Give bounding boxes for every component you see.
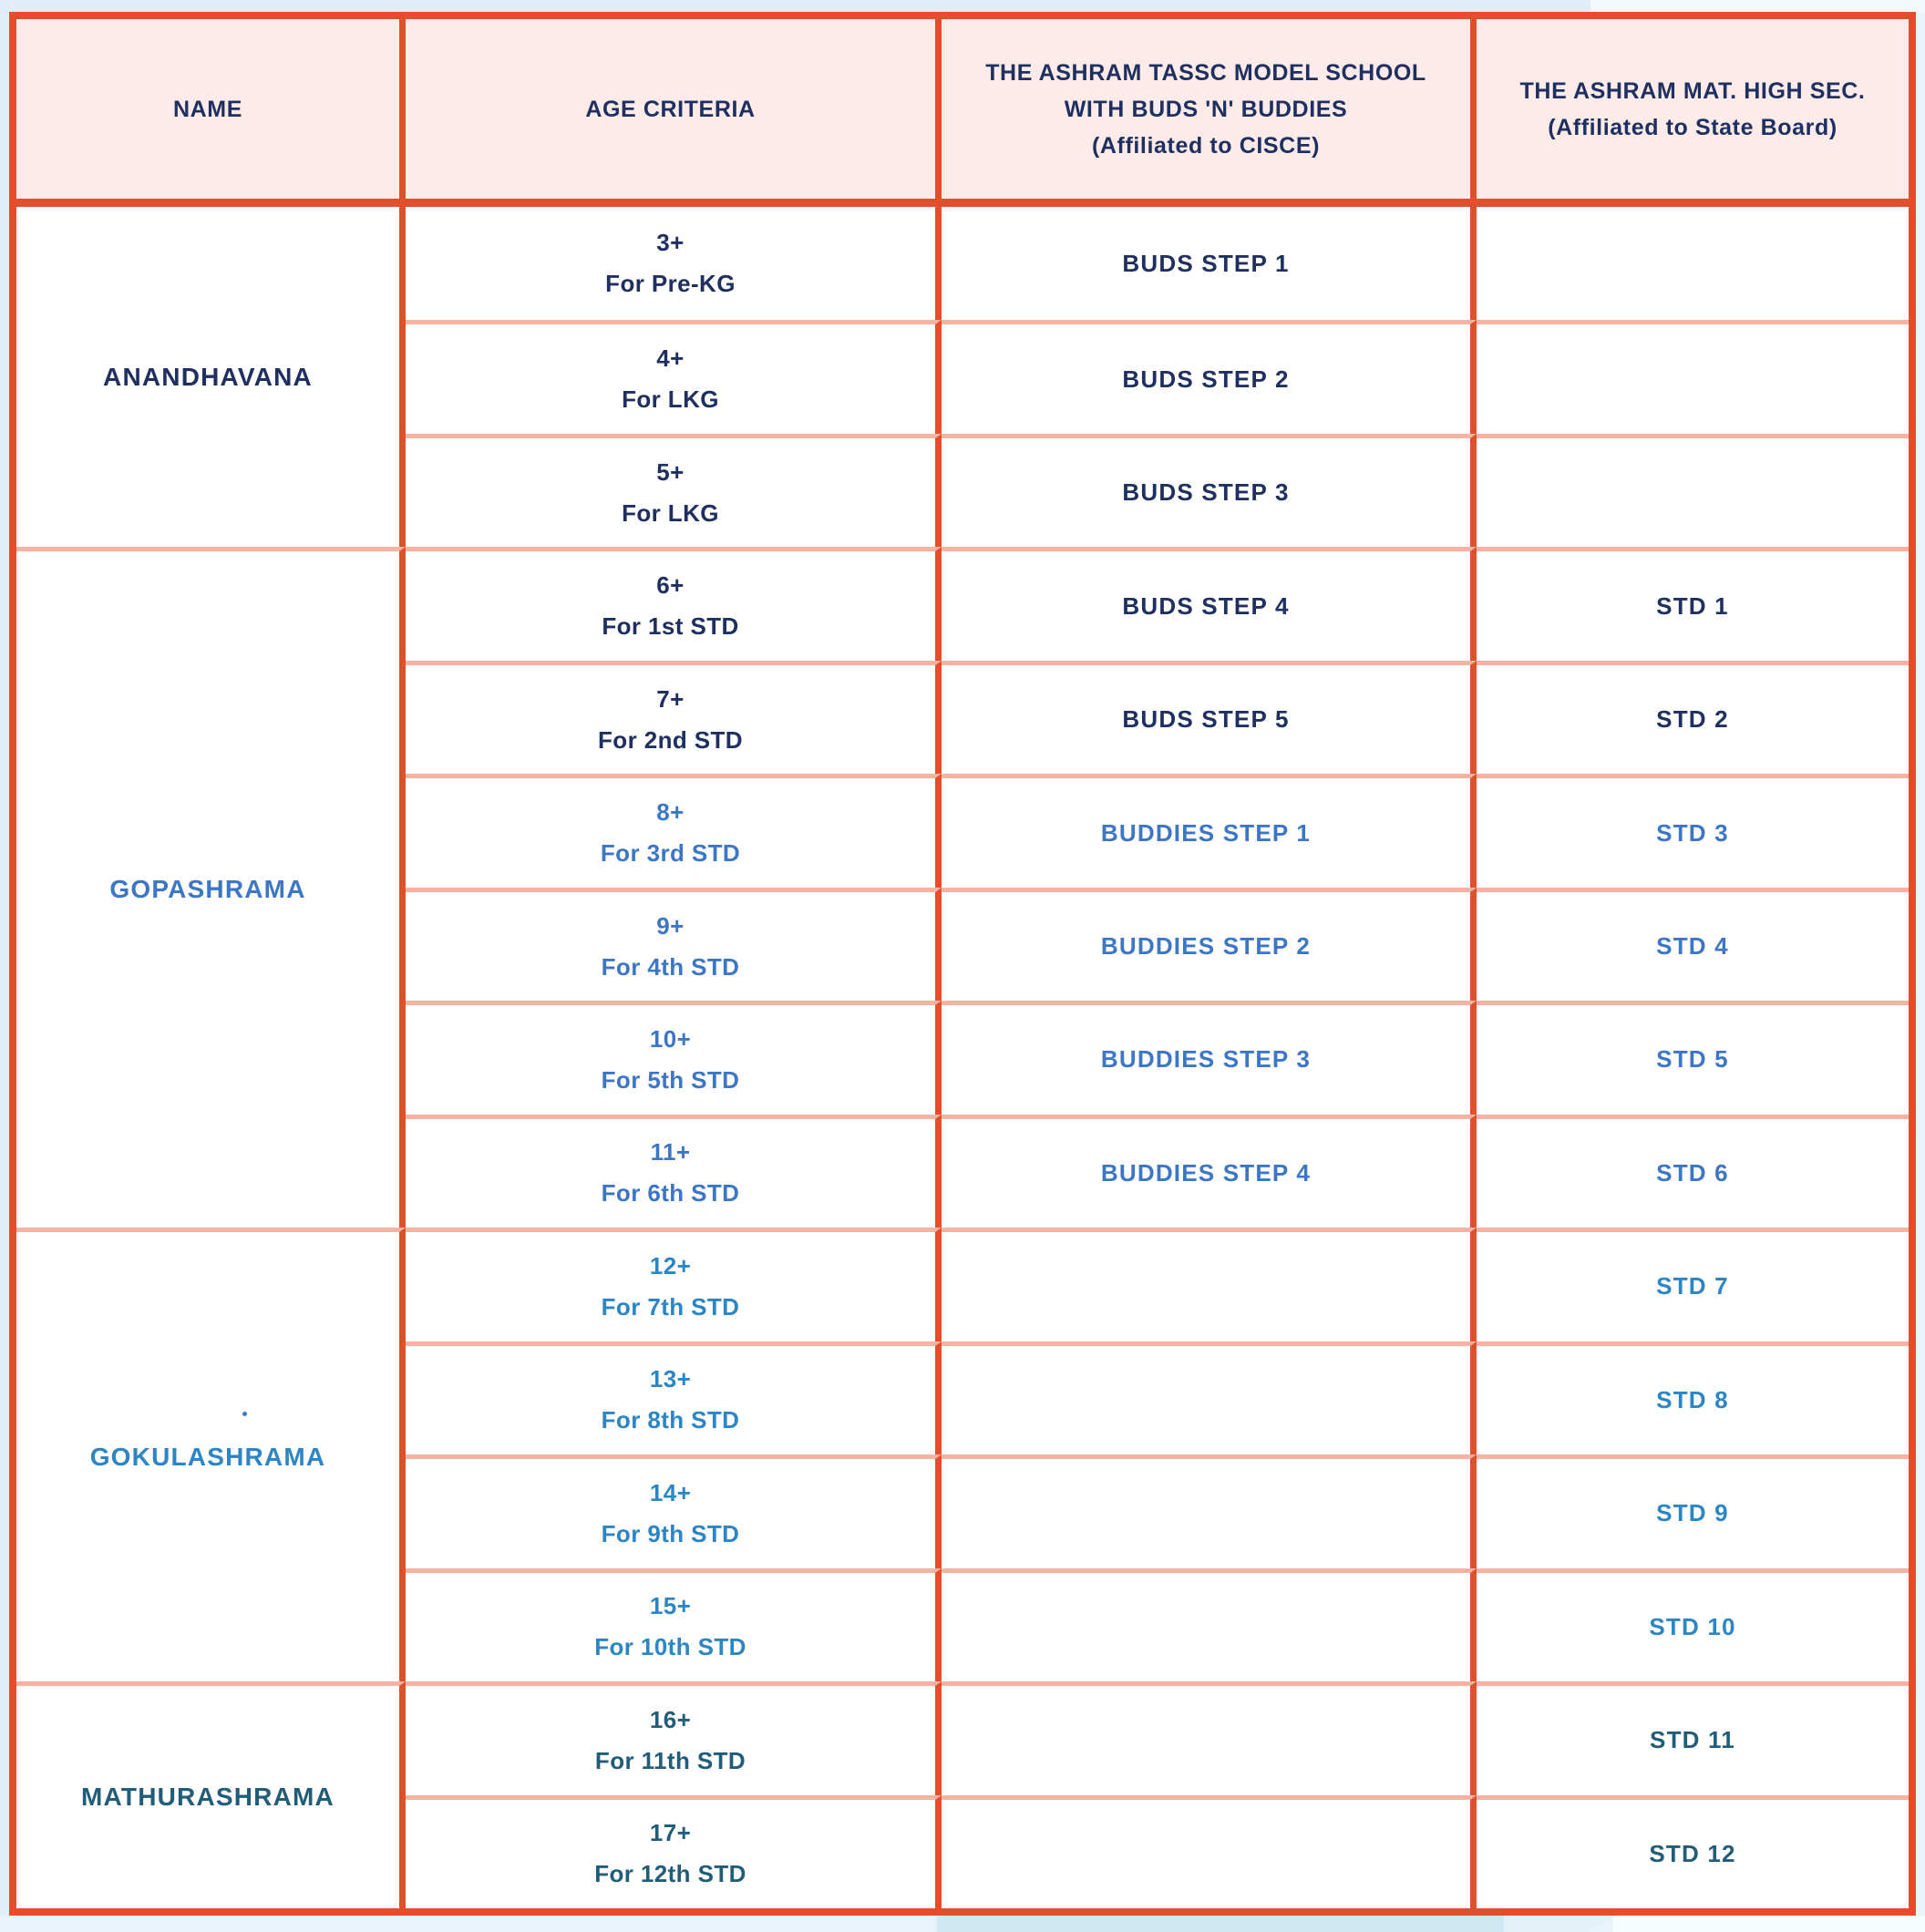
cisce-program-cell-empty bbox=[942, 1341, 1477, 1454]
cisce-program-cell: BUDDIES STEP 1 bbox=[942, 774, 1477, 887]
header-name bbox=[16, 19, 406, 199]
admission-criteria-table bbox=[9, 12, 1916, 1916]
state-std-cell: STD 12 bbox=[1477, 1795, 1909, 1908]
cisce-program-cell-empty bbox=[942, 1454, 1477, 1567]
section-name-mathurashrama: MATHURASHRAMA bbox=[16, 1681, 406, 1908]
age-cell: 4+ For LKG bbox=[406, 320, 942, 433]
section-name-anandhavana: ANANDHAVANA bbox=[16, 207, 406, 547]
header-name-label: NAME bbox=[172, 96, 242, 122]
state-std-cell-empty bbox=[1477, 320, 1909, 433]
background-top-right-accent bbox=[1590, 0, 1925, 13]
cisce-program-cell: BUDS STEP 5 bbox=[942, 661, 1477, 774]
state-std-cell: STD 6 bbox=[1477, 1115, 1909, 1228]
cisce-program-cell: BUDS STEP 3 bbox=[942, 434, 1477, 547]
background-bottom-accent bbox=[937, 1916, 1504, 1932]
age-cell: 5+ For LKG bbox=[406, 434, 942, 547]
state-std-cell-empty bbox=[1477, 207, 1909, 320]
age-cell: 6+ For 1st STD bbox=[406, 547, 942, 660]
state-std-cell: STD 5 bbox=[1477, 1001, 1909, 1114]
header-state-line-2: (Affiliated to State Board) bbox=[1548, 114, 1838, 140]
header-cisce-line-1: THE ASHRAM TASSC MODEL SCHOOL bbox=[985, 59, 1426, 86]
age-cell: 10+ For 5th STD bbox=[406, 1001, 942, 1114]
section-name-gokulashrama: GOKULASHRAMA bbox=[16, 1228, 406, 1681]
state-std-cell: STD 2 bbox=[1477, 661, 1909, 774]
header-state-line-1: THE ASHRAM MAT. HIGH SEC. bbox=[1519, 77, 1866, 104]
cisce-program-cell: BUDS STEP 1 bbox=[942, 207, 1477, 320]
section-name-gopashrama: GOPASHRAMA bbox=[16, 547, 406, 1228]
cisce-program-cell: BUDS STEP 2 bbox=[942, 320, 1477, 433]
header-cisce-school bbox=[942, 19, 1477, 199]
header-state-school bbox=[1477, 19, 1909, 199]
header-age-criteria bbox=[406, 19, 942, 199]
background-bottom-wedge bbox=[1504, 1916, 1613, 1932]
age-cell: 9+ For 4th STD bbox=[406, 888, 942, 1001]
state-std-cell: STD 7 bbox=[1477, 1228, 1909, 1341]
state-std-cell: STD 1 bbox=[1477, 547, 1909, 660]
state-std-cell-empty bbox=[1477, 434, 1909, 547]
background-bottom-light bbox=[1613, 1916, 1925, 1932]
age-cell: 14+ For 9th STD bbox=[406, 1454, 942, 1567]
age-cell: 17+ For 12th STD bbox=[406, 1795, 942, 1908]
cisce-program-cell: BUDDIES STEP 2 bbox=[942, 888, 1477, 1001]
stray-dot-artifact bbox=[242, 1412, 247, 1416]
age-cell: 3+ For Pre-KG bbox=[406, 207, 942, 320]
background-right-margin bbox=[1916, 13, 1925, 1917]
age-cell: 7+ For 2nd STD bbox=[406, 661, 942, 774]
cisce-program-cell-empty bbox=[942, 1568, 1477, 1681]
state-std-cell: STD 4 bbox=[1477, 888, 1909, 1001]
state-std-cell: STD 10 bbox=[1477, 1568, 1909, 1681]
age-cell: 12+ For 7th STD bbox=[406, 1228, 942, 1341]
table-header-row bbox=[16, 19, 1909, 207]
age-cell: 16+ For 11th STD bbox=[406, 1681, 942, 1794]
state-std-cell: STD 9 bbox=[1477, 1454, 1909, 1567]
background-bottom-strip bbox=[0, 1916, 1925, 1932]
age-cell: 15+ For 10th STD bbox=[406, 1568, 942, 1681]
age-cell: 8+ For 3rd STD bbox=[406, 774, 942, 887]
state-std-cell: STD 11 bbox=[1477, 1681, 1909, 1794]
cisce-program-cell-empty bbox=[942, 1228, 1477, 1341]
cisce-program-cell-empty bbox=[942, 1795, 1477, 1908]
header-age-criteria-label: AGE CRITERIA bbox=[585, 96, 756, 122]
table-body bbox=[16, 207, 1909, 1908]
age-cell: 13+ For 8th STD bbox=[406, 1341, 942, 1454]
state-std-cell: STD 3 bbox=[1477, 774, 1909, 887]
cisce-program-cell: BUDS STEP 4 bbox=[942, 547, 1477, 660]
state-std-cell: STD 8 bbox=[1477, 1341, 1909, 1454]
header-cisce-line-3: (Affiliated to CISCE) bbox=[1091, 132, 1321, 159]
cisce-program-cell-empty bbox=[942, 1681, 1477, 1794]
age-cell: 11+ For 6th STD bbox=[406, 1115, 942, 1228]
header-cisce-line-2: WITH BUDS 'N' BUDDIES bbox=[1064, 96, 1348, 122]
cisce-program-cell: BUDDIES STEP 4 bbox=[942, 1115, 1477, 1228]
cisce-program-cell: BUDDIES STEP 3 bbox=[942, 1001, 1477, 1114]
